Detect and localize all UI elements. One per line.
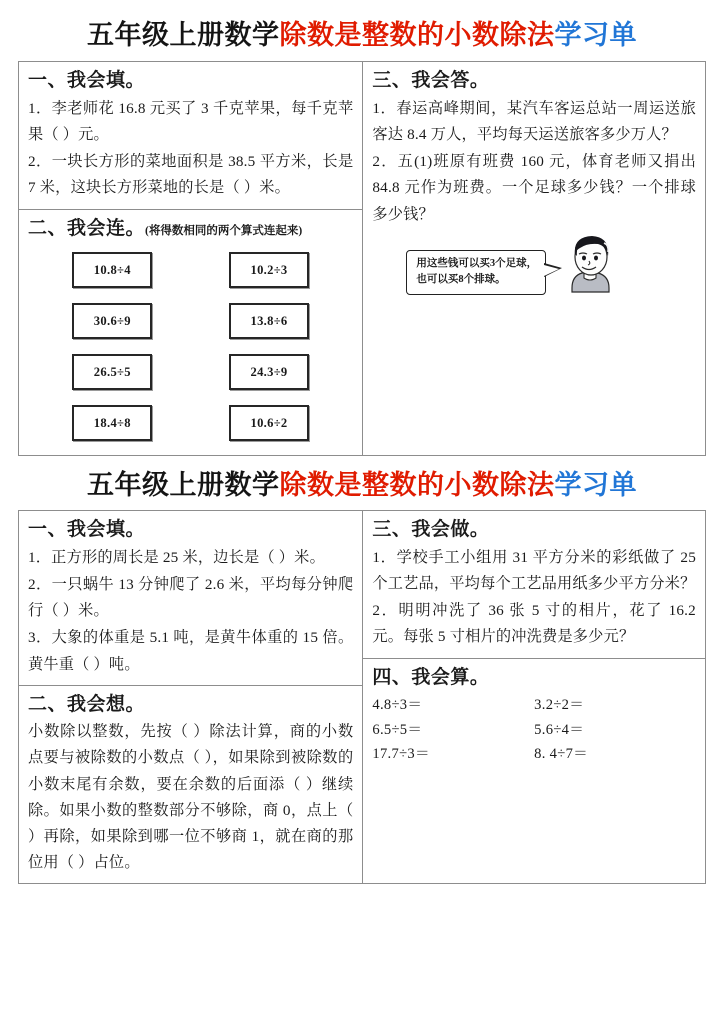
title2-segment-sheet: 学习单 [554, 470, 637, 501]
speech-bubble-line-1: 用这些钱可以买3个足球， [416, 258, 538, 270]
worksheet-page-2 [0, 456, 724, 884]
calc-problem-3: 6.5÷5＝ [372, 721, 423, 738]
section-do [363, 511, 705, 657]
calc-problem-2: 3.2÷2＝ [534, 697, 585, 714]
p2-fill-in-question-1: 1．正方形的周长是 25 米，边长是（ ）米。 [28, 548, 325, 566]
think-body-text: 小数除以整数，先按（ ）除法计算，商的小数点要与被除数的小数点（ ），如果除到被除数的小数末尾有余数，要在余数的后面添（ ）继续除。如果小数的整数部分不够除，商 0，点上（ ）再除，如果除到哪一位不够商 1，就在商的那位用（ ）占位。 [28, 723, 354, 871]
do-question-1: 1．学校手工小组用 31 平方分米的彩纸做了 25 个工艺品，平均每个工艺品用纸多少平方分米？ [372, 548, 696, 593]
title-segment-topic: 除数是整数的小数除法 [279, 20, 555, 50]
calc-problem-1: 4.8÷3＝ [372, 697, 423, 714]
section-matching [19, 209, 362, 456]
match-box-right-1[interactable]: 10.2÷3 [229, 252, 309, 288]
section-fill-in-1 [19, 62, 362, 208]
do-question-2: 2．明明冲洗了 36 张 5 寸的相片，花了 16.2 元。每张 5 寸相片的冲洗费是多少元？ [372, 602, 696, 646]
p2-fill-in-question-3: 3．大象的体重是 5.1 吨，是黄牛体重的 15 倍。黄牛重（ ）吨。 [28, 629, 354, 673]
fill-in-question-1: 1．李老师花 16.8 元买了 3 千克苹果，每千克苹果（ ）元。 [28, 99, 354, 144]
match-box-right-2[interactable]: 13.8÷6 [229, 303, 309, 339]
page-title-1 [18, 0, 706, 61]
title2-segment-grade: 五年级上册数学 [87, 470, 280, 501]
answer-question-2: 2．五(1)班原有班费 160 元，体育老师又捐出 84.8 元作为班费。一个足球多少钱？一个排球多少钱？ [372, 153, 696, 223]
title2-segment-topic: 除数是整数的小数除法 [279, 470, 555, 501]
page1-left-column [19, 62, 363, 455]
worksheet-table-2 [18, 510, 706, 884]
speech-bubble-line-2: 也可以买8个排球。 [416, 274, 506, 286]
match-box-right-4[interactable]: 10.6÷2 [229, 405, 309, 441]
match-box-right-3[interactable]: 24.3÷9 [229, 354, 309, 390]
section-calculate [363, 658, 705, 774]
p2-fill-in-question-2: 2．一只蜗牛 13 分钟爬了 2.6 米，平均每分钟爬行（ ）米。 [28, 576, 354, 620]
calculation-grid [372, 692, 696, 767]
section-heading-matching [28, 215, 353, 243]
match-box-left-4[interactable]: 18.4÷8 [72, 405, 152, 441]
match-box-left-3[interactable]: 26.5÷5 [72, 354, 152, 390]
speech-bubble [406, 250, 546, 295]
match-box-left-2[interactable]: 30.6÷9 [72, 303, 152, 339]
speech-bubble-row [372, 232, 696, 295]
worksheet-page-1 [0, 0, 724, 456]
page-title-2 [18, 456, 706, 510]
match-box-left-1[interactable]: 10.8÷4 [72, 252, 152, 288]
title-segment-grade: 五年级上册数学 [87, 20, 280, 50]
boy-cartoon-icon [562, 232, 618, 299]
section-heading-answer: 三、我会答。 [372, 70, 490, 92]
section-heading-fill-in: 一、我会填。 [28, 70, 146, 92]
fill-in-question-2: 2．一块长方形的菜地面积是 38.5 平方米，长是 7 米，这块长方形菜地的长是（ ）米。 [28, 153, 354, 197]
section-think [19, 685, 362, 883]
calc-problem-4: 5.6÷4＝ [534, 721, 585, 738]
section-heading-calculate: 四、我会算。 [372, 666, 490, 688]
section-heading-do: 三、我会做。 [372, 519, 490, 541]
section-heading-think: 二、我会想。 [28, 693, 146, 715]
matching-instruction: (将得数相同的两个算式连起来) [145, 224, 303, 237]
section-fill-in-2 [19, 511, 362, 684]
calc-problem-6: 8. 4÷7＝ [534, 746, 589, 763]
section-heading-fill-in-2: 一、我会填。 [28, 519, 146, 541]
title-segment-sheet: 学习单 [554, 20, 637, 50]
worksheet-table-1 [18, 61, 706, 456]
section-heading-matching-label: 二、我会连。 [28, 217, 146, 239]
answer-question-1: 1．春运高峰期间，某汽车客运总站一周运送旅客达 8.4 万人，平均每天运送旅客多少万人？ [372, 99, 696, 144]
page2-left-column [19, 511, 363, 883]
matching-box-grid [28, 243, 353, 448]
page1-right-column [363, 62, 705, 455]
calc-problem-5: 17.7÷3＝ [372, 746, 430, 763]
page2-right-column [363, 511, 705, 883]
section-answer [363, 62, 705, 301]
